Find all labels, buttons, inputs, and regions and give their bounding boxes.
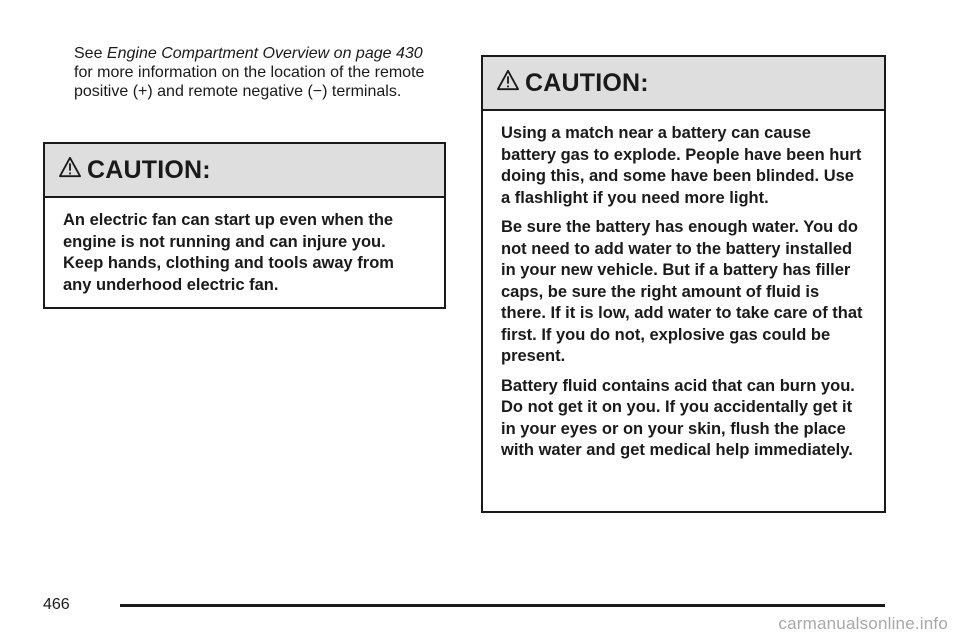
caution-paragraph: An electric fan can start up even when the engine is not running and can injure you. Keep hands, clothing and tools away from any underhood electric fan.: [63, 211, 394, 294]
caution-box-battery: [481, 55, 886, 513]
caution-body: [45, 198, 444, 296]
cross-reference-link[interactable]: Engine Compartment Overview on page 430: [106, 45, 423, 62]
caution-header: [483, 57, 884, 111]
caution-header: [45, 144, 444, 198]
caution-title: CAUTION:: [525, 68, 649, 97]
page-number: 466: [43, 596, 70, 613]
caution-paragraph: Using a match near a battery can cause battery gas to explode. People have been hurt doing this, and some have been blinded. Use a flashlight if you need more light.: [501, 124, 862, 207]
warning-triangle-icon: [497, 69, 519, 91]
caution-title: CAUTION:: [87, 155, 211, 184]
caution-body: [483, 111, 884, 462]
caution-paragraph: Battery fluid contains acid that can burn you. Do not get it on you. If you accidentally get it in your eyes or on your skin, flush the place with water and get medical help immediately.: [501, 376, 855, 459]
intro-rest: for more information on the location of the remote positive (+) and remote negative (−) terminals.: [74, 64, 425, 100]
caution-box-fan: [43, 142, 446, 309]
watermark: carmanualsonline.info: [778, 614, 948, 633]
caution-paragraph: Be sure the battery has enough water. You do not need to add water to the battery installed in your new vehicle. But if a battery has filler caps, be sure the right amount of fluid is there. If it is low, add water to take care of that first. If you do not, explosive gas could be present.: [501, 218, 863, 365]
intro-see: See: [74, 45, 103, 62]
footer-rule: [120, 604, 885, 607]
intro-paragraph: [74, 44, 444, 101]
warning-triangle-icon: [59, 156, 81, 178]
